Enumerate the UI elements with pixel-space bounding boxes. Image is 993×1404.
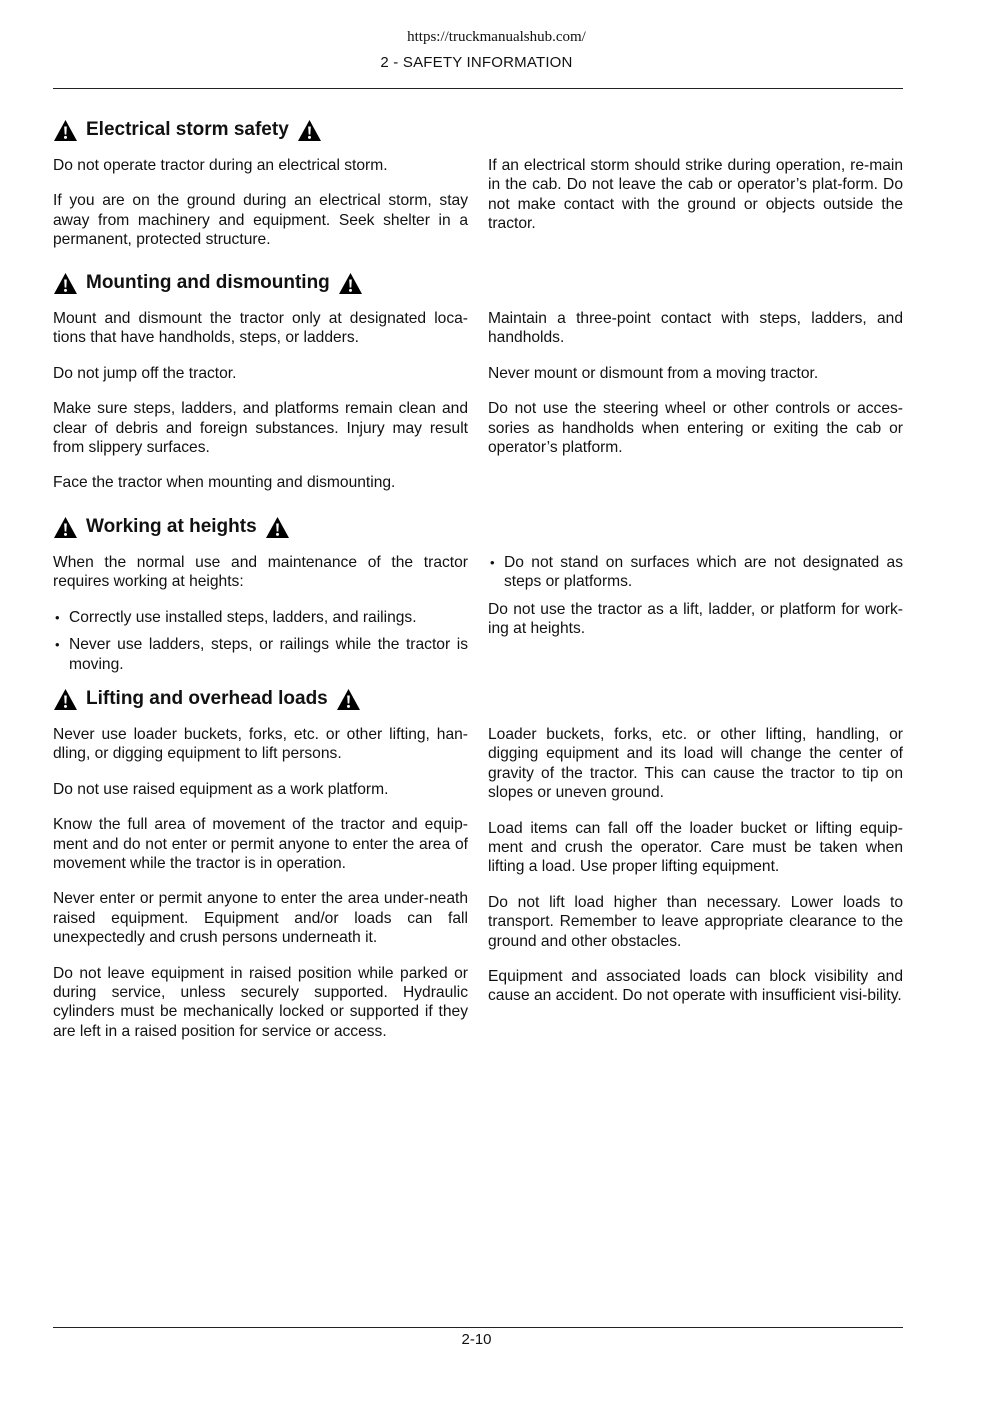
- paragraph: If an electrical storm should strike during operation, re-main in the cab. Do not leave the cab or operator’s plat-form. Do not make contact with the ground or objects outside the tractor.: [488, 157, 903, 233]
- list-item: • Correctly use installed steps, ladders, and railings.: [53, 608, 468, 627]
- left-column: [53, 156, 468, 266]
- section-title: Working at heights: [86, 516, 257, 537]
- paragraph: Do not leave equipment in raised position while parked or during service, unless securely supported. Hydraulic cylinders must be mechanically locked or supported if they are left in a raised position for service or access.: [53, 964, 468, 1040]
- paragraph: Loader buckets, forks, etc. or other lifting, handling, or digging equipment and its load will change the center of gravity of the tractor. This can cause the tractor to tip on slopes or uneven ground.: [488, 726, 903, 802]
- paragraph: Know the full area of movement of the tractor and equip-ment and do not enter or permit anyone to enter the area of movement while the tractor is in operation.: [53, 816, 468, 873]
- warning-triangle-icon: [336, 688, 361, 711]
- paragraph: Never mount or dismount from a moving tractor.: [488, 364, 819, 382]
- section-lifting: [53, 685, 903, 1040]
- warning-triangle-icon: [338, 272, 363, 295]
- paragraph: Do not lift load higher than necessary. Lower loads to transport. Remember to leave appropriate clearance to the ground and other obstacles.: [488, 893, 903, 950]
- paragraph: Do not use raised equipment as a work platform.: [53, 780, 389, 798]
- warning-triangle-icon: [53, 688, 78, 711]
- paragraph: Do not jump off the tractor.: [53, 364, 237, 382]
- section-electrical-storm: [53, 116, 903, 249]
- warning-triangle-icon: [297, 119, 322, 142]
- paragraph: Do not operate tractor during an electrical storm.: [53, 157, 388, 174]
- paragraph: Never use loader buckets, forks, etc. or other lifting, han-dling, or digging equipment to lift persons.: [53, 726, 468, 763]
- warning-triangle-icon: [53, 119, 78, 142]
- paragraph: Maintain a three-point contact with steps, ladders, and handholds.: [488, 310, 903, 347]
- page-number: 2-10: [461, 1331, 492, 1348]
- section-heading: [53, 513, 903, 541]
- header-rule: [53, 88, 903, 89]
- warning-triangle-icon: [53, 272, 78, 295]
- left-column: [53, 725, 468, 1057]
- right-column: [488, 725, 903, 1022]
- paragraph: Never enter or permit anyone to enter the area under-neath raised equipment. Equipment and/or loads can fall unexpectedly and crush persons underneath it.: [53, 890, 468, 947]
- paragraph: Mount and dismount the tractor only at designated loca-tions that have handholds, steps, or ladders.: [53, 310, 468, 347]
- left-column: [53, 553, 468, 682]
- bullet-list: [488, 553, 903, 592]
- right-column: [488, 309, 903, 473]
- chapter-header: 2 - SAFETY INFORMATION: [380, 54, 573, 71]
- warning-triangle-icon: [53, 516, 78, 539]
- section-heading: [53, 116, 903, 144]
- left-column: [53, 309, 468, 509]
- paragraph: Equipment and associated loads can block visibility and cause an accident. Do not operate with insufficient visi-bility.: [488, 968, 903, 1005]
- footer-rule: [53, 1327, 903, 1328]
- list-item: • Do not stand on surfaces which are not designated as steps or platforms.: [488, 553, 903, 592]
- paragraph: Load items can fall off the loader bucket or lifting equip-ment and crush the operator. Care must be taken when lifting a load. Use proper lifting equipment.: [488, 819, 903, 876]
- right-column: [488, 156, 903, 250]
- paragraph: Face the tractor when mounting and dismounting.: [53, 474, 396, 492]
- section-heading: [53, 685, 903, 713]
- list-item: • Never use ladders, steps, or railings while the tractor is moving.: [53, 635, 468, 674]
- section-mounting: [53, 269, 903, 492]
- paragraph: When the normal use and maintenance of the tractor requires working at heights:: [53, 554, 468, 591]
- paragraph: Do not use the steering wheel or other controls or acces-sories as handholds when entering or exiting the cab or operator’s platform.: [488, 400, 903, 457]
- source-url[interactable]: https://truckmanualshub.com/: [407, 29, 586, 45]
- paragraph: If you are on the ground during an electrical storm, stay away from machinery and equipment. Seek shelter in a permanent, protected structure.: [53, 192, 468, 249]
- section-title: Lifting and overhead loads: [86, 688, 328, 709]
- section-working-at-heights: [53, 513, 903, 673]
- section-title: Electrical storm safety: [86, 119, 289, 140]
- bullet-list: [53, 608, 468, 674]
- warning-triangle-icon: [265, 516, 290, 539]
- right-column: [488, 553, 903, 655]
- paragraph: Do not use the tractor as a lift, ladder, or platform for work-ing at heights.: [488, 600, 903, 638]
- paragraph: Make sure steps, ladders, and platforms remain clean and clear of debris and foreign substances. Injury may result from slippery surfaces.: [53, 400, 468, 457]
- section-heading: [53, 269, 903, 297]
- section-title: Mounting and dismounting: [86, 272, 330, 293]
